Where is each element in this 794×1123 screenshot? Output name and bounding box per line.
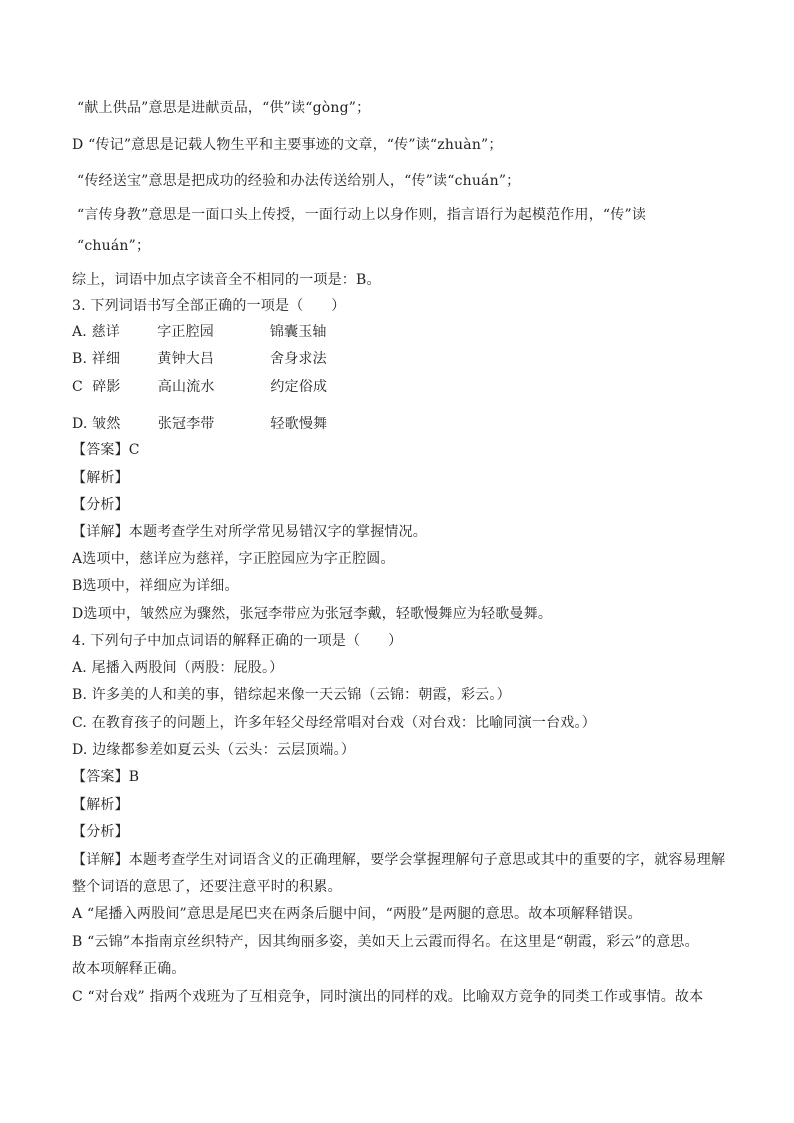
text-line: “言传身教”意思是一面口头上传授，一面行动上以身作则，指言语行为起模范作用，“传”读 bbox=[77, 207, 647, 223]
option-a: A. 尾播入两股间（两股：屁股。） bbox=[72, 660, 284, 676]
analysis-label: 【解析】 bbox=[72, 797, 129, 813]
text-line: D “传记”意思是记载人物生平和主要事迹的文章，“传”读“zhuàn”； bbox=[72, 137, 503, 153]
text-line: “chuán”； bbox=[77, 238, 151, 254]
option-d: D. 边缘都参差如夏云头（云头：云层顶端。） bbox=[72, 742, 356, 758]
option-b: B. 祥细 黄钟大吕 舍身求法 bbox=[72, 351, 327, 367]
analysis-label: 【解析】 bbox=[72, 470, 129, 486]
detail-text: A选项中，慈详应为慈祥，字正腔园应为字正腔圆。 bbox=[72, 551, 395, 567]
option-c: C. 在教育孩子的问题上，许多年轻父母经常唱对台戏（对台戏：比喻同演一台戏。） bbox=[72, 715, 596, 731]
detail-text: 【详解】本题考查学生对所学常见易错汉字的掌握情况。 bbox=[72, 524, 427, 540]
answer-label: 【答案】C bbox=[72, 442, 140, 458]
question-stem: 4. 下列句子中加点词语的解释正确的一项是（ ） bbox=[72, 633, 403, 649]
detail-text: 整个词语的意思了，还要注意平时的积累。 bbox=[72, 879, 342, 895]
analysis-sub-label: 【分析】 bbox=[72, 497, 129, 513]
text-line: “传经送宝”意思是把成功的经验和办法传送给别人，“传”读“chuán”； bbox=[77, 173, 521, 189]
text-line: 综上，词语中加点字读音全不相同的一项是：B。 bbox=[72, 272, 381, 288]
option-c: C 碎影 高山流水 约定俗成 bbox=[72, 379, 328, 395]
detail-text: 故本项解释正确。 bbox=[72, 961, 186, 977]
detail-text: B “云锦”本指南京丝织特产，因其绚丽多姿，美如天上云霞而得名。在这里是“朝霞，彩云”的意思。 bbox=[72, 934, 699, 950]
question-stem: 3. 下列词语书写全部正确的一项是（ ） bbox=[72, 298, 346, 314]
detail-text: B选项中，祥细应为详细。 bbox=[72, 578, 239, 594]
answer-label: 【答案】B bbox=[72, 769, 140, 785]
analysis-sub-label: 【分析】 bbox=[72, 824, 129, 840]
detail-text: 【详解】本题考查学生对词语含义的正确理解，要学会掌握理解句子意思或其中的重要的字，就容易理解 bbox=[72, 852, 726, 868]
text-line: “献上供品”意思是进献贡品，“供”读“gòng”； bbox=[77, 100, 371, 116]
option-a: A. 慈详 字正腔园 锦囊玉轴 bbox=[72, 324, 327, 340]
detail-text: A “尾播入两股间”意思是尾巴夹在两条后腿中间，“两股”是两腿的意思。故本项解释错误。 bbox=[72, 906, 642, 922]
detail-text: D选项中，皱然应为骤然，张冠李带应为张冠李戴，轻歌慢舞应为轻歌曼舞。 bbox=[72, 606, 553, 622]
detail-text: C “对台戏” 指两个戏班为了互相竞争，同时演出的同样的戏。比喻双方竞争的同类工作或事情。故本 bbox=[72, 989, 704, 1005]
option-d: D. 皱然 张冠李带 轻歌慢舞 bbox=[72, 416, 328, 432]
option-b: B. 许多美的人和美的事，错综起来像一天云锦（云锦：朝霞，彩云。） bbox=[72, 687, 511, 703]
